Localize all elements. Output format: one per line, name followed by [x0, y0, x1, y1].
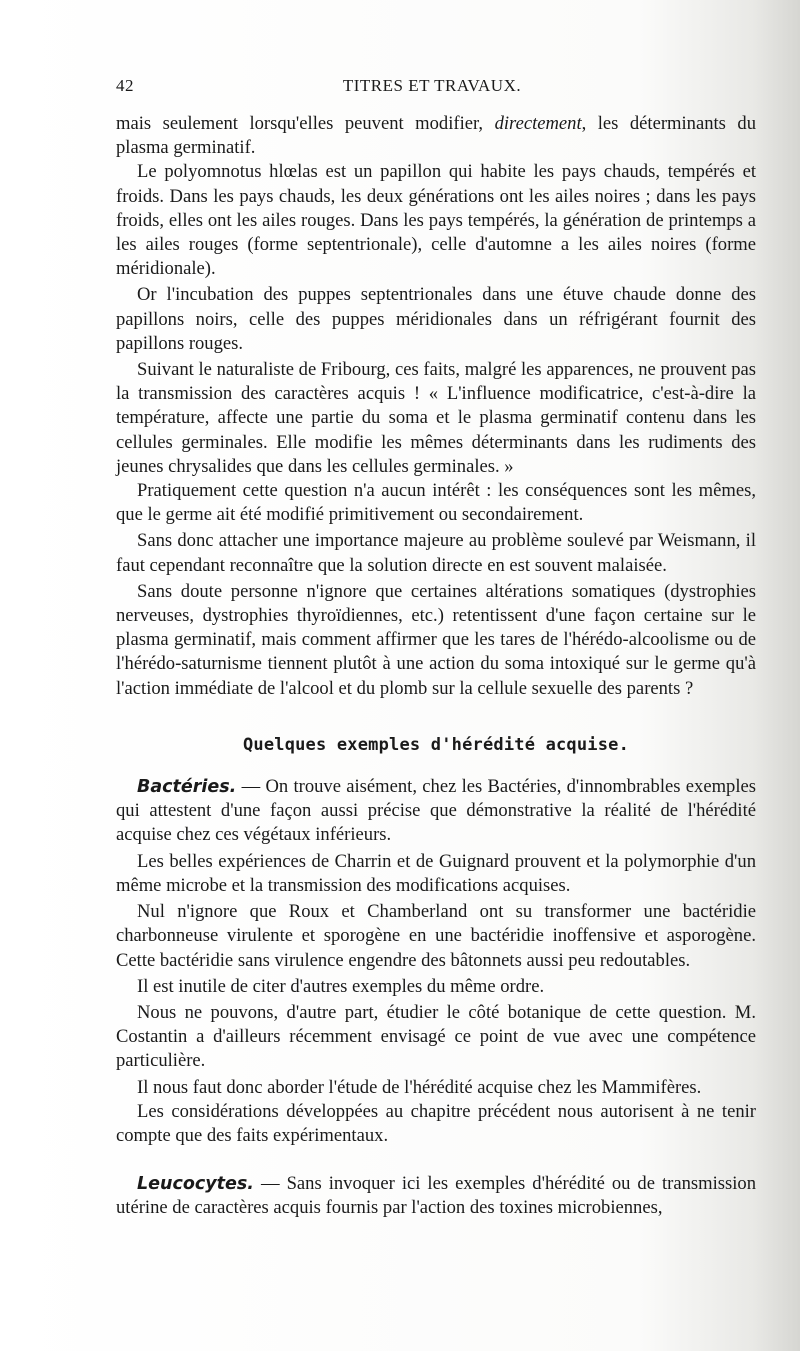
paragraph-fragment: mais seulement lorsqu'elles peuvent modifier, — [116, 113, 495, 134]
paragraph-incubation: Or l'incubation des puppes septentrionales dans une étuve chaude donne des papillons noirs, celle des puppes méridionales dans un réfrigérant fournit des papillons rouges. — [116, 284, 756, 354]
running-title: TITRES ET TRAVAUX. — [342, 76, 522, 95]
paragraph-bacteries-lead — [116, 775, 756, 848]
italic-emphasis: directement — [494, 113, 582, 134]
bacteries-heading: Bactéries. — [137, 777, 237, 798]
paragraph-pratiquement: Pratiquement cette question n'a aucun intérêt : les conséquences sont les mêmes, que le germe ait été modifié primitivement ou secondairement. — [116, 480, 756, 526]
paragraph-fribourg: Suivant le naturaliste de Fribourg, ces faits, malgré les apparences, ne prouvent pas la transmission des caractères acquis ! « L'influence modificatrice, c'est-à-dire la température, affecte une partie du soma et le plasma germinatif contenu dans les cellules germinales. Elle modifie les mêmes déterminants dans les rudiments des jeunes chrysalides que dans les cellules germinales. » — [116, 359, 756, 477]
paragraph-alterations: Sans doute personne n'ignore que certaines altérations somatiques (dystrophies nerveuses, dystrophies thyroïdiennes, etc.) retentissent d'une façon certaine sur le plasma germinatif, mais comment affirmer que les tares de l'hérédo-alcoolisme ou de l'hérédo-saturnisme tiennent plutôt à une action du soma intoxiqué sur le germe qu'à l'action immédiate de l'alcool et du plomb sur la cellule sexuelle des parents ? — [116, 580, 756, 699]
paragraph-polyomnotus: Le polyomnotus hlœlas est un papillon qui habite les pays chauds, tempérés et froids. Dans les pays chauds, les deux générations ont les ailes noires ; dans les pays froids, elles ont les ailes rouges. Dans les pays tempérés, la génération de printemps a les ailes rouges (forme septentrionale), celle d'automne a les ailes noires (forme méridionale). — [116, 161, 756, 280]
leucocytes-heading: Leucocytes. — [137, 1174, 254, 1195]
section-title: Quelques exemples d'hérédité acquise. — [242, 734, 630, 755]
paragraph-continued — [116, 112, 756, 160]
paragraph-inutile: Il est inutile de citer d'autres exemples du même ordre. — [137, 975, 545, 997]
paragraph-fragment: — On trouve aisément, chez les Bactéries, d'innombrables exemples qui attestent d'une façon aussi précise que démonstrative la réalité de l'hérédité acquise chez ces végétaux inférieurs. — [116, 776, 756, 846]
page-number: 42 — [116, 76, 134, 95]
paragraph-roux: Nul n'ignore que Roux et Chamberland ont su transformer une bactéridie charbonneuse virulente et sporogène en une bactéridie inoffensive et asporogène. Cette bactéridie sans virulence engendre des bâtonnets aussi peu redoutables. — [116, 901, 756, 971]
page-body — [116, 112, 756, 1221]
paragraph-charrin: Les belles expériences de Charrin et de Guignard prouvent et la polymorphie d'un même microbe et la transmission des modifications acquises. — [116, 850, 756, 896]
paragraph-botanique: Nous ne pouvons, d'autre part, étudier le côté botanique de cette question. M. Costantin a d'ailleurs récemment envisagé ce point de vue avec une compétence particulière. — [116, 1001, 756, 1072]
paragraph-weismann: Sans donc attacher une importance majeure au problème soulevé par Weismann, il faut cependant reconnaître que la solution directe en est souvent malaisée. — [116, 530, 756, 576]
running-header — [116, 76, 748, 100]
paragraph-leucocytes-lead — [116, 1172, 756, 1220]
paragraph-mammiferes: Il nous faut donc aborder l'étude de l'hérédité acquise chez les Mammifères. — [137, 1076, 702, 1098]
paragraph-fragment: — Sans invoquer ici les exemples d'hérédité ou de transmission utérine de caractères acquis fournis par l'action des toxines microbiennes, — [116, 1173, 756, 1219]
paragraph-considerations: Les considérations développées au chapitre précédent nous autorisent à ne tenir compte que des faits expérimentaux. — [116, 1100, 756, 1146]
paragraph-fragment: , les déterminants du plasma germinatif. — [116, 113, 756, 159]
